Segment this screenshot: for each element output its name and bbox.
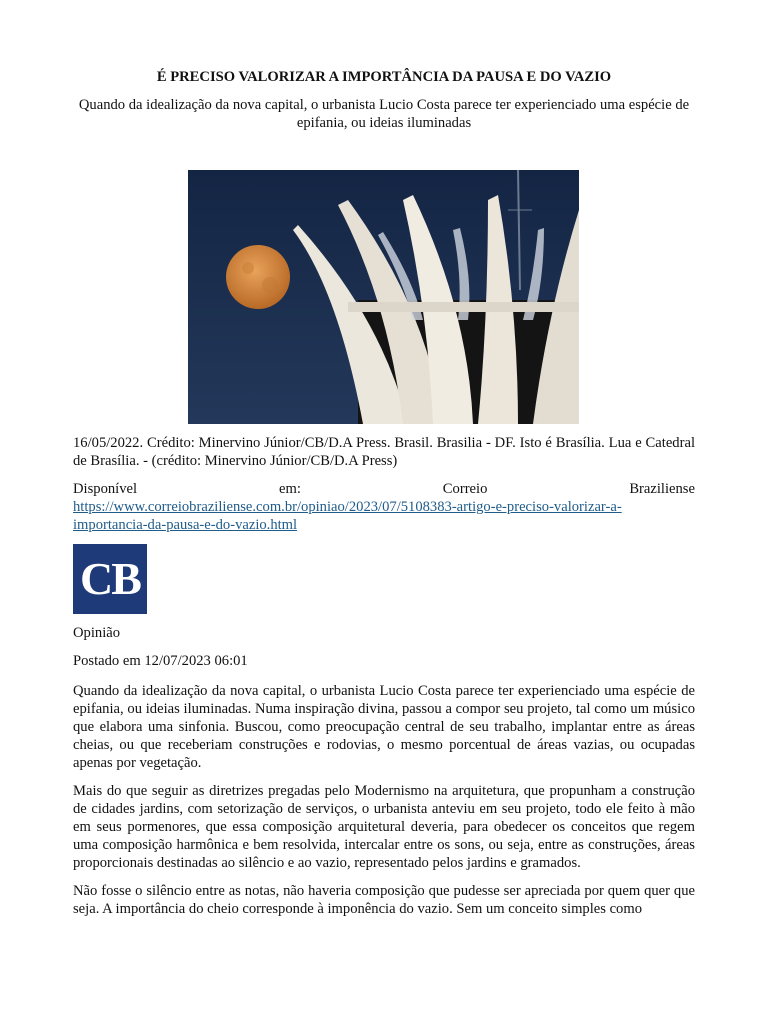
- source-word: Braziliense: [629, 481, 695, 497]
- source-word: em:: [278, 481, 301, 497]
- article-subtitle: Quando da idealização da nova capital, o urbanista Lucio Costa parece ter experienciado uma espécie de epifania, ou ideias iluminadas: [78, 97, 690, 131]
- source-word: Correio: [442, 481, 488, 497]
- source-block: [73, 480, 695, 534]
- source-word: Disponível: [73, 481, 138, 497]
- source-link[interactable]: https://www.correiobraziliense.com.br/opiniao/2023/07/5108383-artigo-e-preciso-valorizar-a-importancia-da-pausa-e-do-vazio.html: [73, 499, 622, 533]
- article-body: [73, 682, 695, 928]
- section-label: Opinião: [73, 625, 121, 641]
- cathedral-moon-illustration: [188, 170, 579, 424]
- body-paragraph: Mais do que seguir as diretrizes pregadas pelo Modernismo na arquitetura, que propunham a construção de cidades jardins, com setorização de serviços, o urbanista anteviu em seu projeto, todo ele feito à mão em seus pormenores, que essa composição arquitetural deveria, para obedecer os conceitos que regem uma composição harmônica e bem resolvida, intercalar entre os sons, ou seja, entre as construções, áreas proporcionais destinadas ao silêncio e ao vazio, representado pelos jardins e gramados.: [73, 783, 695, 871]
- body-paragraph: Quando da idealização da nova capital, o urbanista Lucio Costa parece ter experienciado uma espécie de epifania, ou ideias iluminadas. Numa inspiração divina, passou a compor seu projeto, tal como um músico que elabora uma sinfonia. Buscou, como preocupação central de seu trabalho, implantar entre as áreas cheias, ou que receberiam construções e rodovias, o mesmo porcentual de áreas vazias, ou ocupadas apenas por vegetação.: [73, 683, 695, 771]
- body-paragraph: Não fosse o silêncio entre as notas, não haveria composição que pudesse ser apreciada por quem quer que seja. A importância do cheio corresponde à imponência do vazio. Sem um conceito simples como: [73, 883, 695, 917]
- source-line: [73, 480, 695, 498]
- moon-shape: [226, 245, 290, 309]
- photo-caption: 16/05/2022. Crédito: Minervino Júnior/CB/D.A Press. Brasil. Brasilia - DF. Isto é Brasília. Lua e Catedral de Brasília. - (crédito: Minervino Júnior/CB/D.A Press): [73, 435, 695, 469]
- cathedral-moon-photo: [188, 170, 579, 424]
- posted-date: Postado em 12/07/2023 06:01: [73, 653, 248, 669]
- cb-logo: CB: [73, 544, 147, 614]
- article-title: É PRECISO VALORIZAR A IMPORTÂNCIA DA PAUSA E DO VAZIO: [156, 69, 612, 85]
